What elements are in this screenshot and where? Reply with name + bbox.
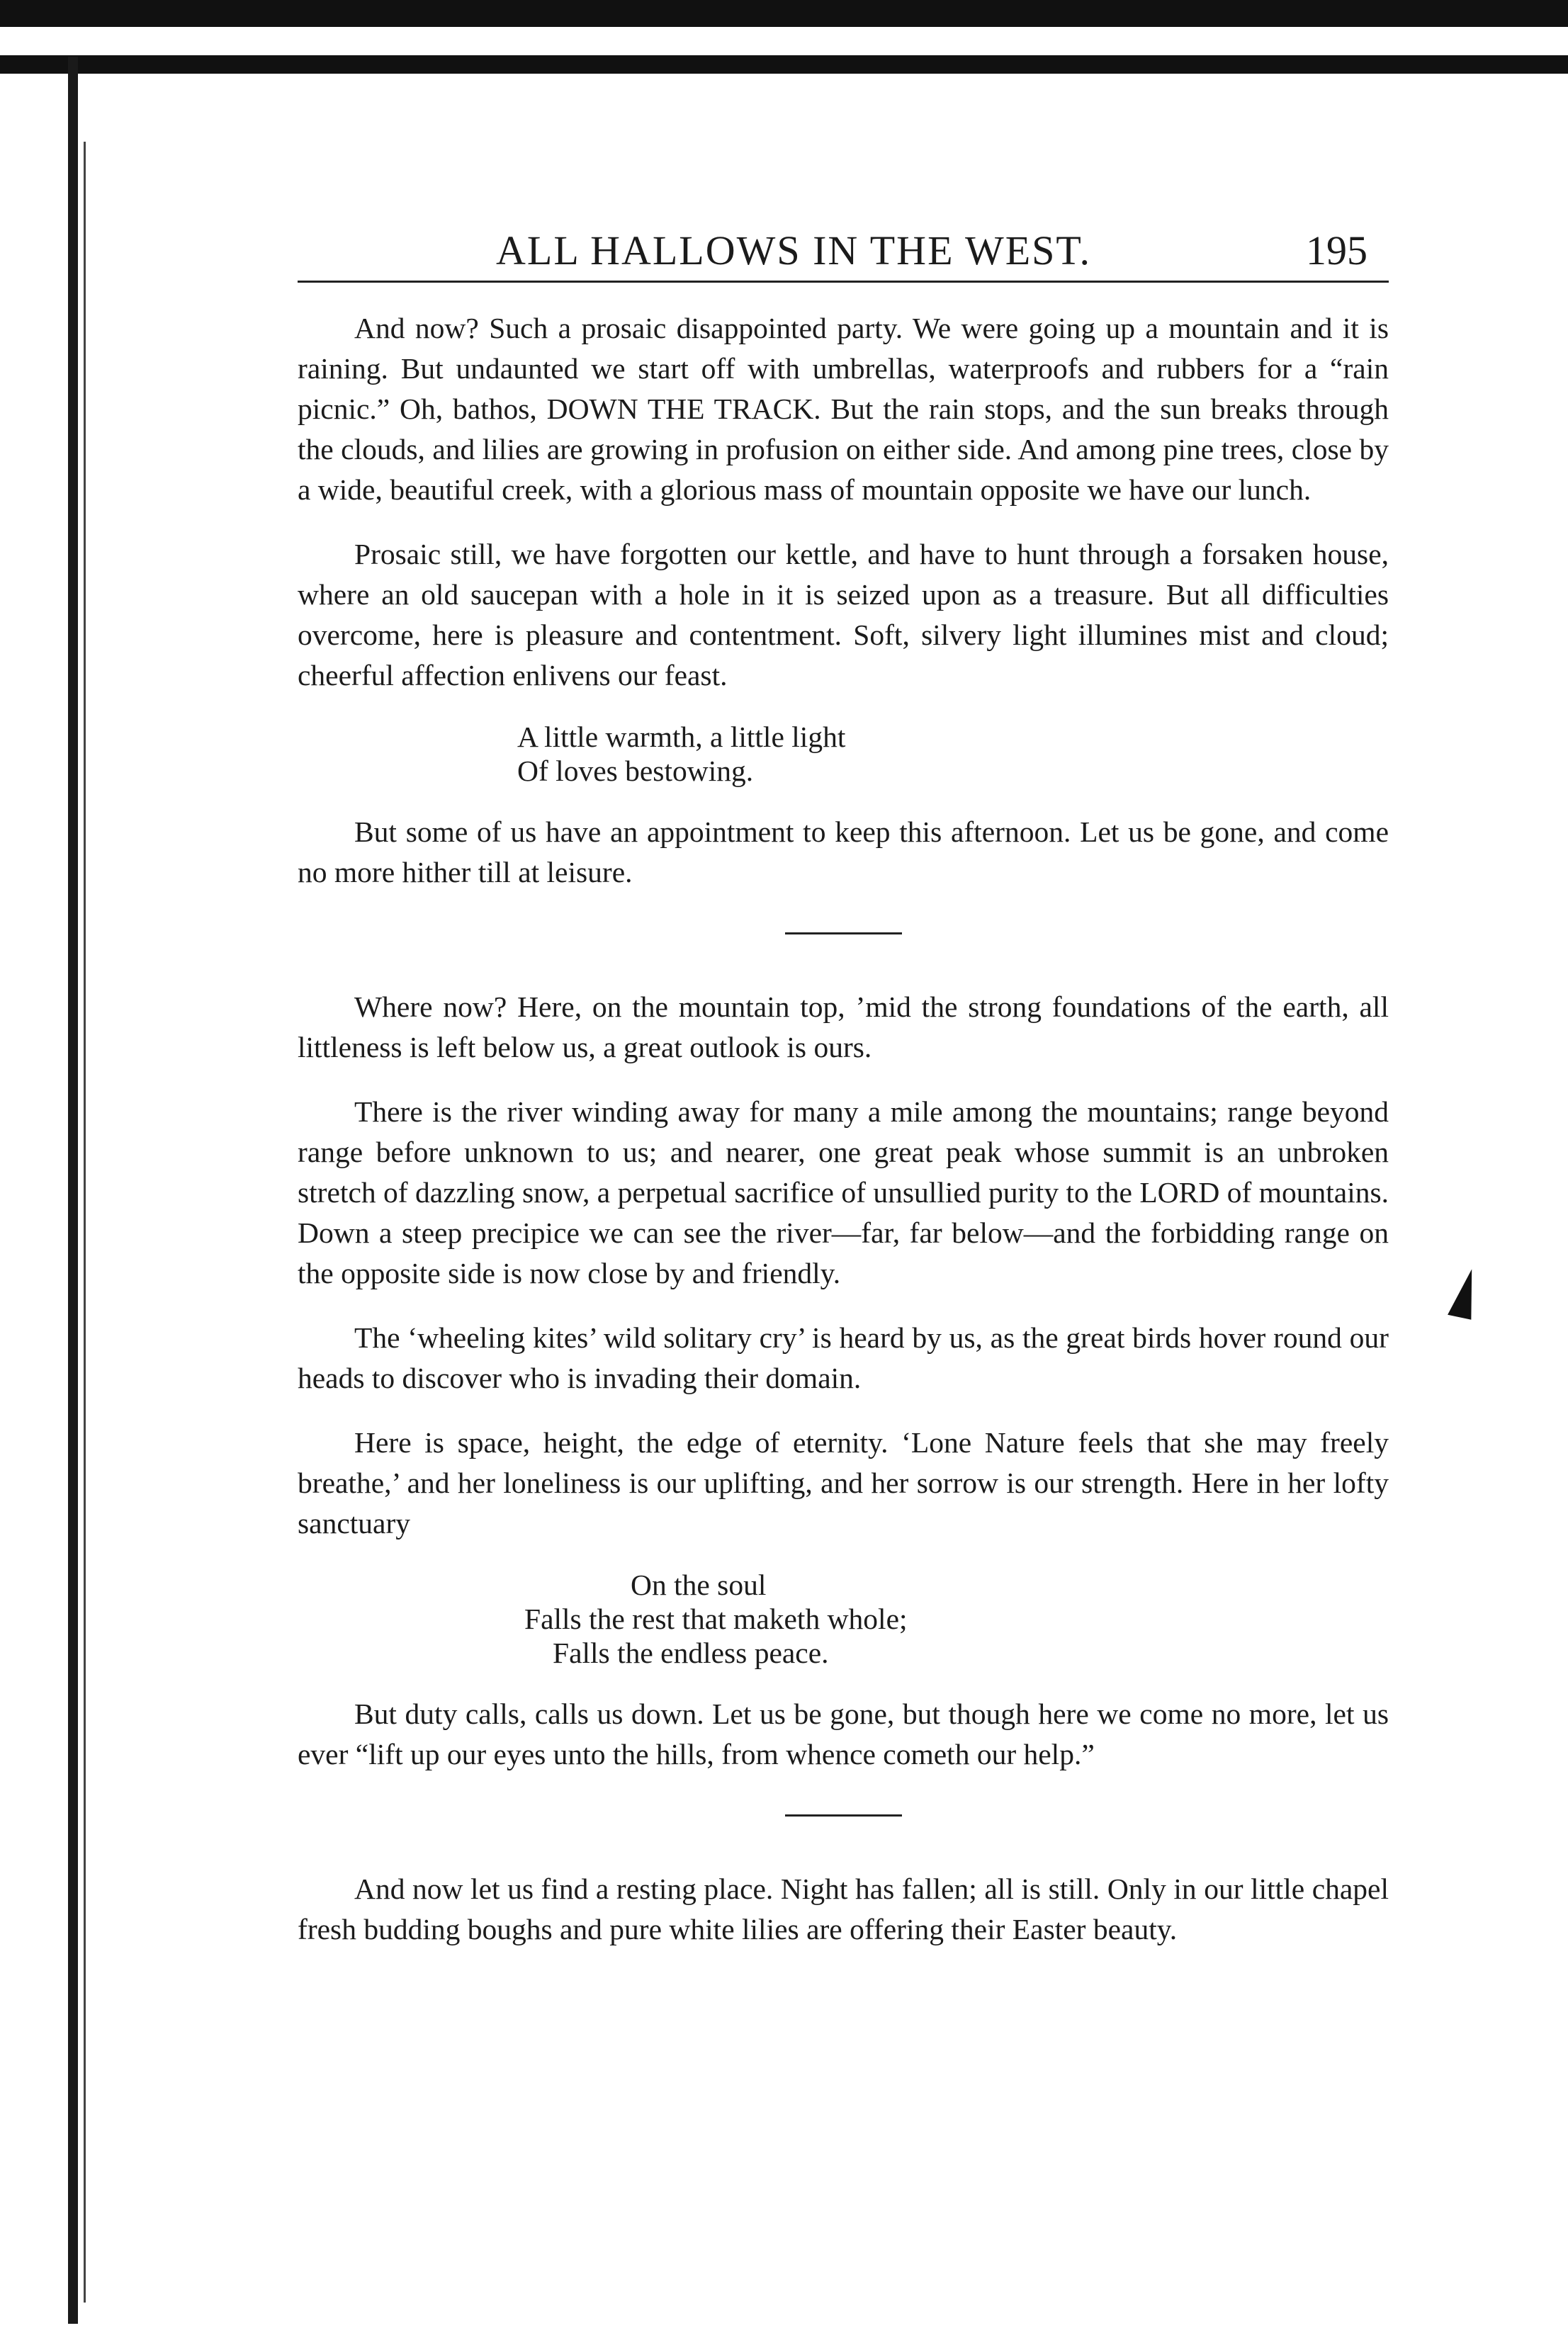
page-number: 195 — [1306, 227, 1367, 273]
paragraph: Here is space, height, the edge of eternity. ‘Lone Nature feels that she may freely breathe,’ and her loneliness is our uplifting, and her sorrow is our strength. Here in her lofty sanctuary — [298, 1426, 1389, 1540]
verse-line: Falls the endless peace. — [553, 1637, 829, 1669]
paragraph: The ‘wheeling kites’ wild solitary cry’ is heard by us, as the great birds hover round our heads to discover who is invading their domain. — [298, 1321, 1389, 1394]
book-binding-edge — [68, 57, 78, 2324]
section-divider — [785, 932, 902, 934]
verse-line: Of loves bestowing. — [517, 755, 754, 787]
verse-quote — [298, 1568, 1389, 1670]
verse-line: Falls the rest that maketh whole; — [524, 1603, 908, 1635]
running-title: ALL HALLOWS IN THE WEST. — [496, 227, 1092, 273]
paragraph: But some of us have an appointment to keep this afternoon. Let us be gone, and come no more hither till at leisure. — [298, 815, 1389, 888]
verse-quote — [298, 720, 1389, 788]
paragraph: And now? Such a prosaic disappointed party. We were going up a mountain and it is raining. But undaunted we start off with umbrellas, waterproofs and rubbers for a “rain picnic.” Oh, bathos, DOWN THE TRACK. But the rain stops, and the sun breaks through the clouds, and lilies are growing in profusion on either side. And among pine trees, close by a wide, beautiful creek, with a glorious mass of mountain opposite we have our lunch. — [298, 312, 1389, 506]
paragraph: There is the river winding away for many a mile among the mountains; range beyond range before unknown to us; and nearer, one great peak whose summit is an unbroken stretch of dazzling snow, a perpetual sacrifice of unsullied purity to the LORD of mountains. Down a steep precipice we can see the river—far, far below—and the forbidding range on the opposite side is now close by and friendly. — [298, 1095, 1389, 1289]
header-rule — [298, 281, 1389, 283]
scan-top-border — [0, 0, 1568, 27]
paragraph: And now let us find a resting place. Night has fallen; all is still. Only in our little chapel fresh budding boughs and pure white lilies are offering their Easter beauty. — [298, 1872, 1389, 1945]
verse-line: On the soul — [631, 1569, 767, 1601]
paragraph: But duty calls, calls us down. Let us be gone, but though here we come no more, let us ever “lift up our eyes unto the hills, from whence cometh our help.” — [298, 1698, 1389, 1770]
section-divider — [785, 1814, 902, 1817]
paragraph: Prosaic still, we have forgotten our kettle, and have to hunt through a forsaken house, where an old saucepan with a hole in it is seized upon as a treasure. But all difficulties overcome, here is pleasure and contentment. Soft, silvery light illumines mist and cloud; cheerful affection enlivens our feast. — [298, 538, 1389, 691]
book-binding-line — [84, 142, 86, 2303]
book-page — [298, 213, 1389, 1974]
scan-top-border-lower — [0, 55, 1568, 74]
running-header — [298, 213, 1389, 283]
paragraph: Where now? Here, on the mountain top, ’mid the strong foundations of the earth, all littleness is left below us, a great outlook is ours. — [298, 990, 1389, 1063]
margin-ink-mark — [1448, 1266, 1482, 1320]
body-text — [298, 283, 1389, 1950]
verse-line: A little warmth, a little light — [517, 721, 846, 753]
